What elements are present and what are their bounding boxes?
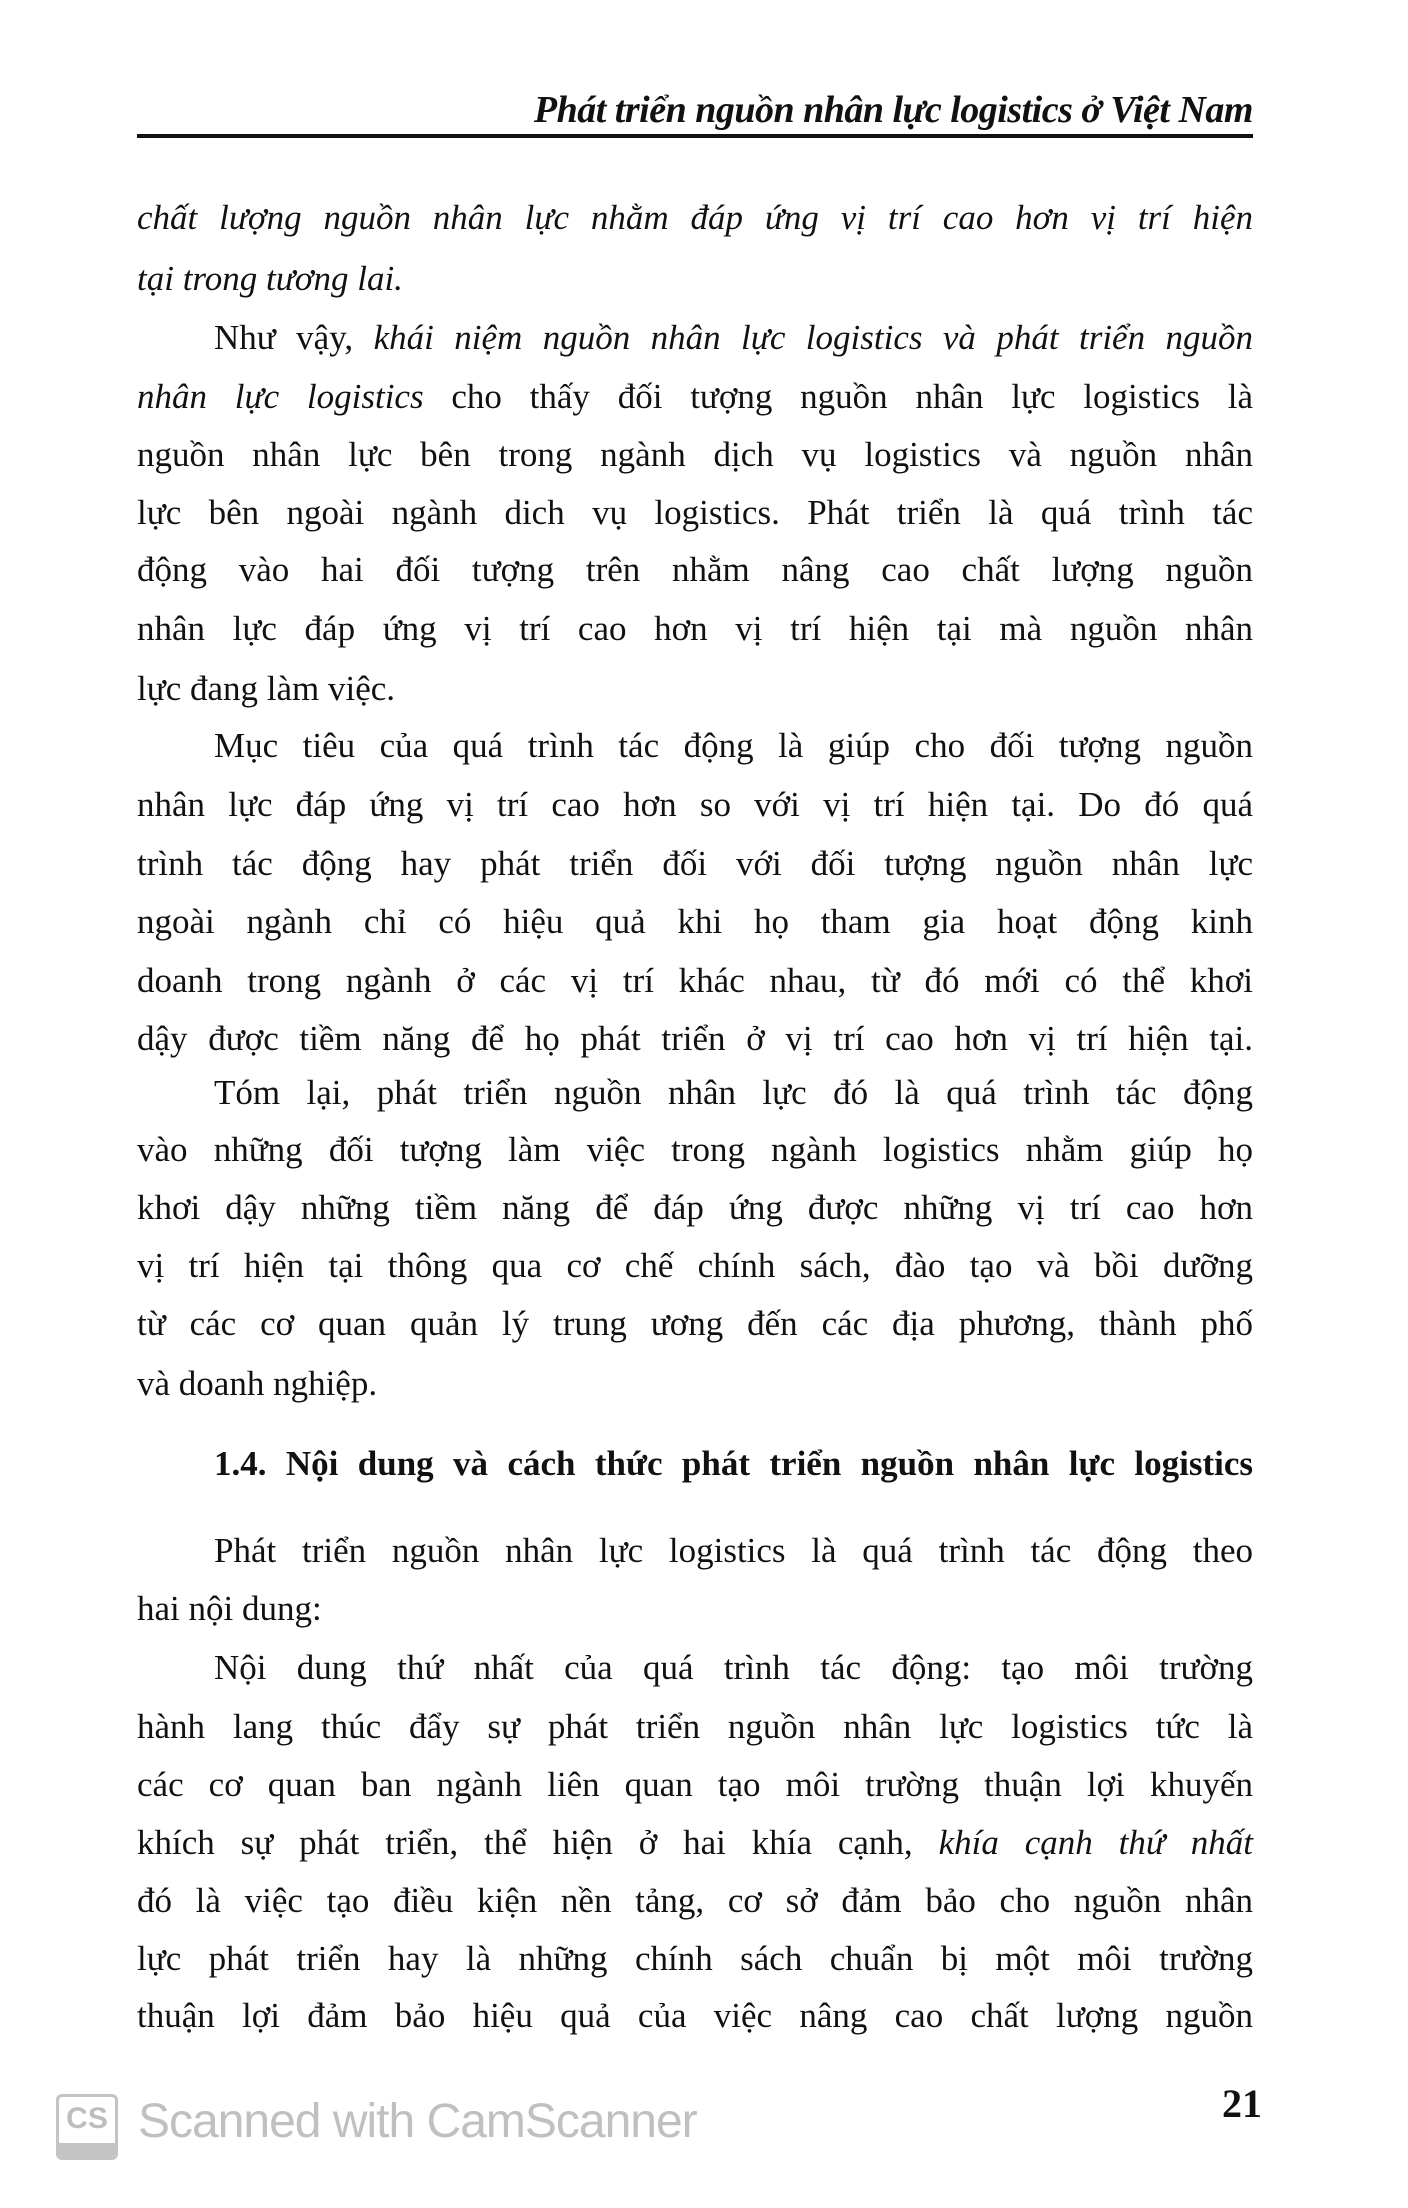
text-line [214, 1526, 1253, 1576]
text-line [137, 956, 1253, 1006]
camscanner-watermark: Scanned with CamScanner [138, 2095, 697, 2148]
text-segment: từ các cơ quan quản lý trung ương đến các địa phương, thành phố [137, 1304, 1253, 1343]
text-segment: lực đang làm việc. [137, 669, 396, 708]
text-line [137, 839, 1253, 889]
text-line [137, 1818, 1253, 1868]
text-line [214, 313, 1253, 363]
text-line [137, 372, 1253, 422]
text-segment: ngoài ngành chỉ có hiệu quả khi họ tham gia hoạt động kinh [137, 902, 1253, 941]
text-segment: động vào hai đối tượng trên nhằm nâng cao chất lượng nguồn [137, 550, 1253, 589]
text-line [137, 430, 1253, 480]
text-segment: nguồn nhân lực bên trong ngành dịch vụ logistics và nguồn nhân [137, 435, 1253, 474]
text-line [137, 1359, 1253, 1409]
text-segment: đó là việc tạo điều kiện nền tảng, cơ sở đảm bảo cho nguồn nhân [137, 1881, 1253, 1920]
text-segment: khơi dậy những tiềm năng để đáp ứng được những vị trí cao hơn [137, 1188, 1253, 1227]
text-segment: doanh trong ngành ở các vị trí khác nhau, từ đó mới có thể khơi [137, 961, 1253, 1000]
text-segment: Tóm lại, phát triển nguồn nhân lực đó là quá trình tác động [214, 1073, 1253, 1112]
italic-text: khía cạnh thứ nhất [938, 1823, 1254, 1862]
text-segment: hai nội dung: [137, 1589, 322, 1628]
camscanner-logo-text: CS [66, 2102, 108, 2135]
text-segment: 1.4. Nội dung và cách thức phát triển nguồn nhân lực logistics [214, 1444, 1253, 1483]
text-segment: cho thấy đối tượng nguồn nhân lực logistics là [423, 377, 1253, 416]
text-line [137, 897, 1253, 947]
text-segment: dậy được tiềm năng để họ phát triển ở vị trí cao hơn vị trí hiện tại. [137, 1019, 1253, 1058]
text-line [137, 1125, 1253, 1175]
italic-text: nhân lực logistics [137, 377, 424, 416]
text-line [137, 1760, 1253, 1810]
text-segment: Nội dung thứ nhất của quá trình tác động: tạo môi trường [214, 1648, 1253, 1687]
text-segment: vị trí hiện tại thông qua cơ chế chính sách, đào tạo và bồi dưỡng [137, 1246, 1253, 1285]
text-line [137, 1183, 1253, 1233]
text-segment: nhân lực đáp ứng vị trí cao hơn vị trí hiện tại mà nguồn nhân [137, 609, 1253, 648]
text-segment: thuận lợi đảm bảo hiệu quả của việc nâng cao chất lượng nguồn [137, 1996, 1253, 2035]
text-line [137, 1991, 1253, 2041]
text-segment: và doanh nghiệp. [137, 1364, 378, 1403]
text-line [137, 1299, 1253, 1349]
text-line [137, 1584, 1253, 1634]
text-line [214, 1068, 1253, 1118]
text-segment: vào những đối tượng làm việc trong ngành logistics nhằm giúp họ [137, 1130, 1253, 1169]
text-line [137, 664, 1253, 714]
text-line [137, 604, 1253, 654]
text-line [137, 1014, 1253, 1064]
text-line [137, 780, 1253, 830]
italic-text: khái niệm nguồn nhân lực logistics và phát triển nguồn [373, 318, 1253, 357]
text-line [214, 1643, 1253, 1693]
running-header: Phát triển nguồn nhân lực logistics ở Việt Nam [533, 89, 1253, 131]
page-number: 21 [1222, 2081, 1262, 2126]
text-segment: Như vậy, [214, 318, 374, 357]
text-segment: các cơ quan ban ngành liên quan tạo môi trường thuận lợi khuyến [137, 1765, 1253, 1804]
text-segment: Phát triển nguồn nhân lực logistics là quá trình tác động theo [214, 1531, 1253, 1570]
italic-text: tại trong tương lai. [137, 259, 403, 298]
text-line [137, 1876, 1253, 1926]
text-line [137, 1934, 1253, 1984]
text-segment: khích sự phát triển, thể hiện ở hai khía cạnh, [137, 1823, 939, 1862]
header-rule [137, 134, 1253, 138]
section-heading [214, 1439, 1253, 1489]
text-segment: lực phát triển hay là những chính sách chuẩn bị một môi trường [137, 1939, 1253, 1978]
text-segment: lực bên ngoài ngành dich vụ logistics. Phát triển là quá trình tác [137, 493, 1253, 532]
text-line [137, 1702, 1253, 1752]
italic-text: chất lượng nguồn nhân lực nhằm đáp ứng vị trí cao hơn vị trí hiện [137, 198, 1253, 237]
text-line [137, 1241, 1253, 1291]
text-line [214, 721, 1253, 771]
text-line [137, 193, 1253, 243]
text-line [137, 545, 1253, 595]
text-line [137, 254, 1253, 304]
text-line [137, 488, 1253, 538]
text-segment: Mục tiêu của quá trình tác động là giúp cho đối tượng nguồn [214, 726, 1253, 765]
text-segment: trình tác động hay phát triển đối với đối tượng nguồn nhân lực [137, 844, 1253, 883]
text-segment: hành lang thúc đẩy sự phát triển nguồn nhân lực logistics tức là [137, 1707, 1253, 1746]
text-segment: nhân lực đáp ứng vị trí cao hơn so với vị trí hiện tại. Do đó quá [137, 785, 1253, 824]
camscanner-logo-icon [56, 2094, 118, 2160]
